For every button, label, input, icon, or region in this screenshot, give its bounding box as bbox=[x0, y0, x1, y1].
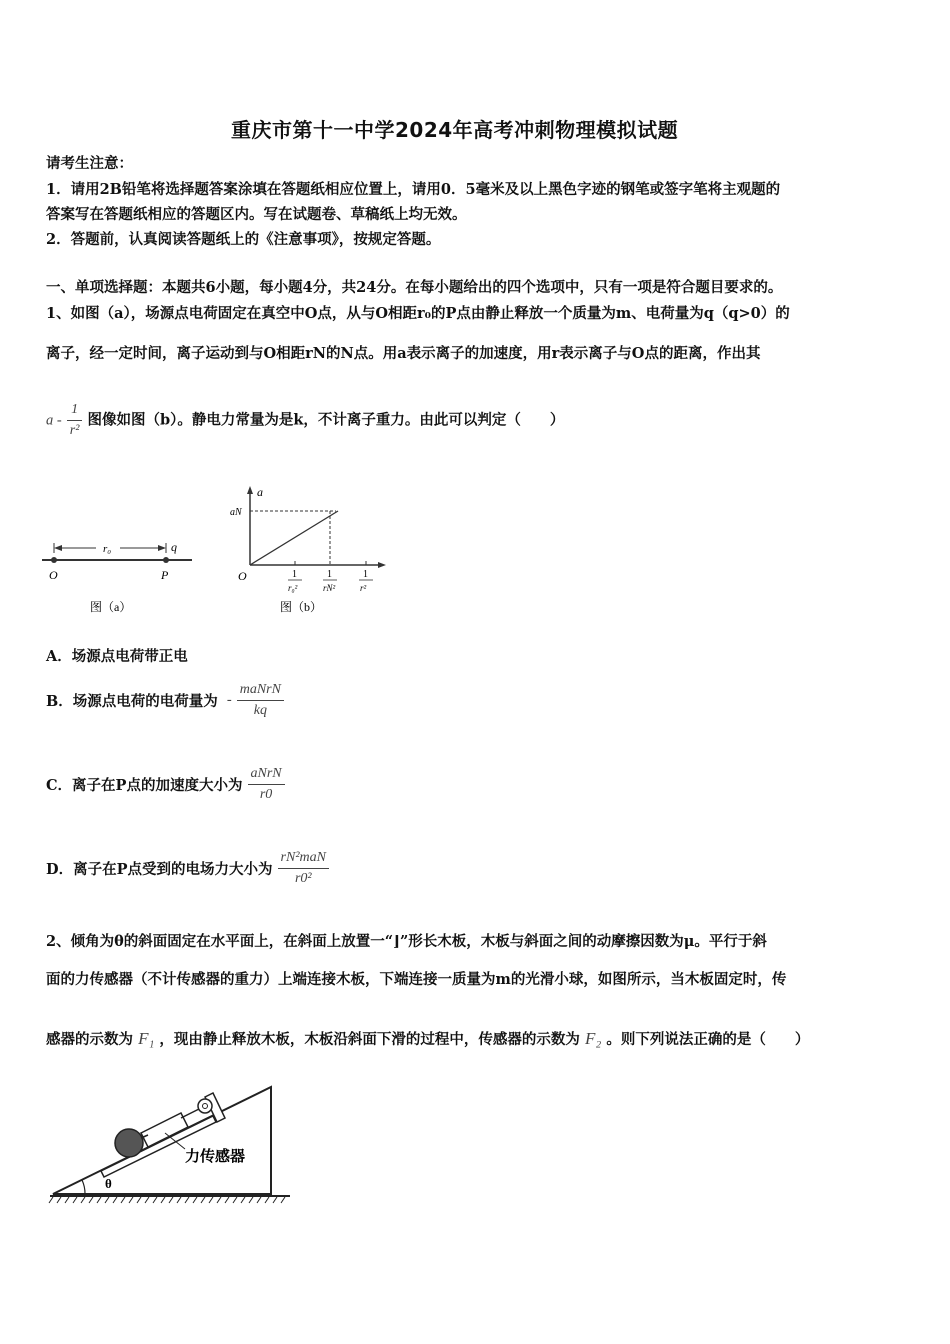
q1-option-d-num: rN²maN bbox=[278, 848, 329, 869]
q1-frac-den: r² bbox=[69, 423, 80, 438]
notice-heading: 请考生注意： bbox=[46, 155, 133, 172]
fig-a-arrow-right bbox=[158, 545, 166, 551]
figure-b bbox=[220, 480, 390, 620]
fig-a-label-P: P bbox=[161, 568, 169, 582]
fig-a-label-r0: r₀ bbox=[103, 543, 112, 555]
q1-option-d-den: r0² bbox=[294, 871, 312, 886]
fig-b-tick2-den: rN² bbox=[323, 583, 336, 593]
fig-b-tick2-num: 1 bbox=[327, 569, 332, 580]
fig-a-label-q: q bbox=[171, 540, 177, 554]
fig-a-point-P bbox=[163, 557, 169, 563]
fig-b-tick1-num: 1 bbox=[292, 569, 297, 580]
q1-option-c-num: aNrN bbox=[248, 764, 285, 785]
section-heading: 一、单项选择题：本题共6小题，每小题4分，共24分。在每小题给出的四个选项中，只有一项是符合题目要求的。 bbox=[46, 279, 783, 296]
q2-F1: F₁ bbox=[138, 1029, 155, 1048]
fig-b-label-a: a bbox=[257, 485, 263, 499]
fig-b-x-arrow bbox=[378, 562, 386, 568]
fig-b-label-O: O bbox=[238, 569, 247, 583]
sensor-label: 力传感器 bbox=[185, 1149, 246, 1165]
fig-a-label-O: O bbox=[49, 568, 58, 582]
q1-a-prefix: a - bbox=[46, 412, 62, 429]
q1-line-3 bbox=[46, 400, 564, 441]
fig-b-tick3-den: r² bbox=[360, 583, 367, 593]
angle-label: θ bbox=[105, 1176, 112, 1191]
q1-frac-num: 1 bbox=[67, 400, 83, 421]
fig-b-y-arrow bbox=[247, 486, 253, 494]
ground-hatch bbox=[49, 1197, 285, 1203]
figure-a bbox=[40, 535, 200, 620]
q1-option-d bbox=[46, 848, 329, 889]
q1-inverse-r-squared bbox=[67, 400, 83, 441]
fig-b-tick3-num: 1 bbox=[363, 569, 368, 580]
q1-option-b-den: kq bbox=[253, 703, 267, 718]
q1-option-c-den: r0 bbox=[259, 787, 273, 802]
page-title: 重庆市第十一中学2024年高考冲刺物理模拟试题 bbox=[231, 118, 679, 142]
q1-option-b-text: B．场源点电荷的电荷量为 bbox=[46, 693, 218, 710]
q1-option-b-num: maNrN bbox=[237, 680, 284, 701]
q1-option-b bbox=[46, 680, 284, 721]
q1-option-d-text: D．离子在P点受到的电场力大小为 bbox=[46, 861, 273, 878]
q2-line-3c: 。则下列说法正确的是（ ） bbox=[606, 1031, 810, 1048]
q1-line-1: 1、如图（a），场源点电荷固定在真空中O点，从与O相距r₀的P点由静止释放一个质量为m、电荷量为q（q>0）的 bbox=[46, 305, 790, 322]
fig-b-label-aN: aN bbox=[230, 507, 242, 518]
q1-option-b-fraction bbox=[237, 680, 284, 721]
notice-line-2: 答案写在答题纸相应的答题区内。写在试题卷、草稿纸上均无效。 bbox=[46, 206, 467, 223]
q2-figure bbox=[45, 1075, 305, 1210]
q2-line-2: 面的力传感器（不计传感器的重力）上端连接木板，下端连接一质量为m的光滑小球，如图所示，当木板固定时，传 bbox=[46, 971, 787, 988]
q2-line-3 bbox=[46, 1028, 809, 1049]
q1-option-c-fraction bbox=[248, 764, 285, 805]
q1-option-d-fraction bbox=[278, 848, 329, 889]
fig-b-caption: 图（b） bbox=[280, 600, 323, 614]
q1-line-3-text: 图像如图（b）。静电力常量为是k，不计离子重力。由此可以判定（ ） bbox=[87, 411, 565, 429]
q2-line-1: 2、倾角为θ的斜面固定在水平面上，在斜面上放置一“⌋”形长木板，木板与斜面之间的动摩擦因数为μ。平行于斜 bbox=[46, 933, 767, 950]
ball bbox=[115, 1129, 143, 1157]
q2-line-3a: 感器的示数为 bbox=[46, 1031, 133, 1048]
q2-line-3b: ，现由静止释放木板，木板沿斜面下滑的过程中，传感器的示数为 bbox=[159, 1031, 580, 1048]
q1-option-c bbox=[46, 764, 285, 805]
q1-line-2: 离子，经一定时间，离子运动到与O相距rN的N点。用a表示离子的加速度，用r表示离子与O点的距离，作出其 bbox=[46, 345, 761, 362]
q1-option-c-text: C．离子在P点的加速度大小为 bbox=[46, 777, 243, 794]
fig-b-graph-line bbox=[250, 511, 338, 565]
q1-option-b-sign: - bbox=[226, 692, 232, 708]
fig-a-caption: 图（a） bbox=[90, 600, 132, 614]
notice-line-1: 1．请用2B铅笔将选择题答案涂填在答题纸相应位置上，请用0．5毫米及以上黑色字迹的钢笔或签字笔将主观题的 bbox=[46, 181, 781, 198]
fig-b-tick1-den: r₀² bbox=[288, 583, 298, 593]
fig-a-point-O bbox=[51, 557, 57, 563]
notice-line-3: 2．答题前，认真阅读答题纸上的《注意事项》，按规定答题。 bbox=[46, 231, 441, 248]
q1-option-a: A．场源点电荷带正电 bbox=[46, 648, 188, 665]
fig-a-arrow-left bbox=[54, 545, 62, 551]
q2-F2: F₂ bbox=[584, 1029, 602, 1048]
